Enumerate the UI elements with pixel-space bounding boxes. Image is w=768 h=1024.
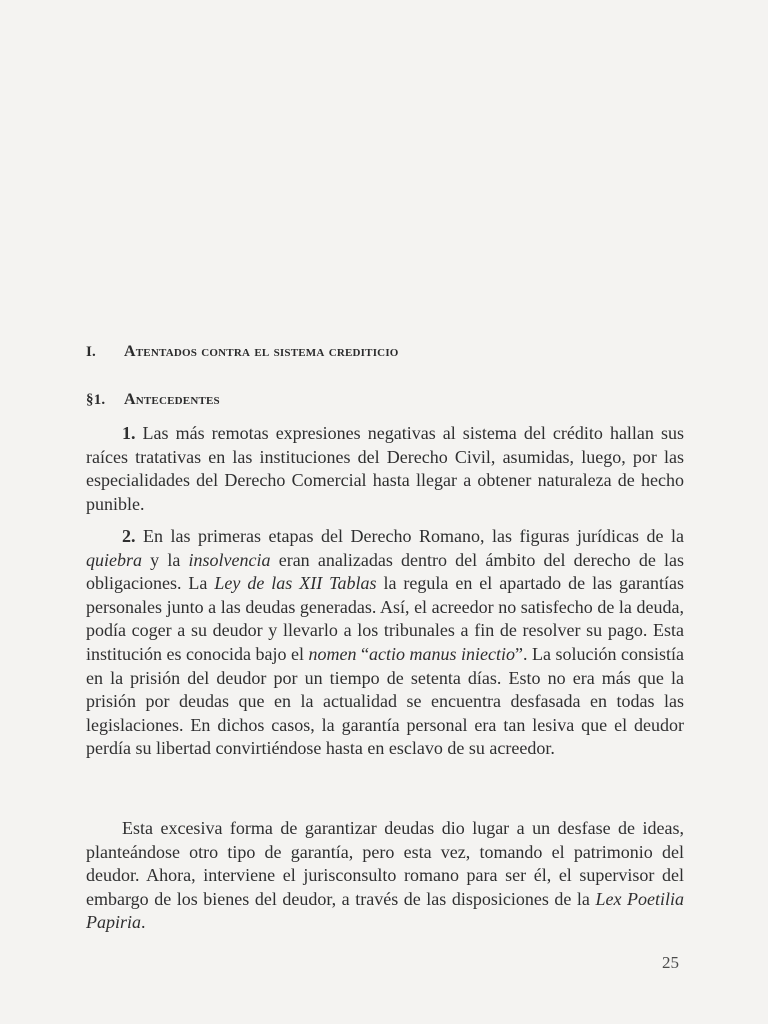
paragraph-2-text-3: eran analizadas dentro del ámbito del derecho de las obligaciones. La <box>86 549 684 594</box>
page-number: 25 <box>662 953 679 972</box>
term-insolvencia: insolvencia <box>188 549 271 570</box>
term-lex-poetilia-papiria: Lex Poetilia Papiria <box>86 888 684 933</box>
term-ley-xii-tablas: Ley de las XII Tablas <box>214 573 377 594</box>
paragraph-2-text-6: ”. La solución consistía en la prisión del deudor por un tiempo de setenta días. Esto no era más que la prisión por deudas que en la actualidad se encuentra desfasada en todas las legislaciones. En dichos casos, la garantía personal era tan lesiva que el deudor perdía su libertad convirtiéndose hasta en esclavo de su acreedor. <box>86 643 684 759</box>
paragraph-1-text: Las más remotas expresiones negativas al sistema del crédito hallan sus raíces tratativas en las instituciones del Derecho Civil, asumidas, luego, por las especialidades del Derecho Comercial hasta llegar a obtener naturaleza de hecho punible. <box>86 423 684 514</box>
paragraph-2-text-2: y la <box>142 549 189 570</box>
paragraph-1-number: 1. <box>122 423 136 443</box>
paragraph-3-text-1: Esta excesiva forma de garantizar deudas dio lugar a un desfase de ideas, planteándose otro tipo de garantía, pero esta vez, tomando el patrimonio del deudor. Ahora, interviene el jurisconsulto romano para ser él, el supervisor del embargo de los bienes del deudor, a través de las disposiciones de la <box>86 818 684 909</box>
section-number: I. <box>86 344 96 360</box>
paragraph-2-text-5: “ <box>356 643 369 664</box>
term-quiebra: quiebra <box>86 549 142 570</box>
subsection-number: §1. <box>86 392 106 408</box>
paragraph-2-number: 2. <box>122 526 136 546</box>
paragraph-2-text-1: En las primeras etapas del Derecho Romano, las figuras jurídicas de la <box>135 526 684 546</box>
term-nomen: nomen <box>308 643 357 664</box>
section-title: Atentados contra el sistema crediticio <box>124 343 399 360</box>
paragraph-3 <box>86 817 684 935</box>
subsection-heading <box>86 391 220 409</box>
subsection-title: Antecedentes <box>124 391 220 408</box>
paragraph-3-text-2: . <box>141 912 146 933</box>
paragraph-2-text-4: la regula en el apartado de las garantías personales junto a las deudas generadas. Así, el acreedor no satisfecho de la deuda, podía coger a su deudor y llevarlo a los tribunales a fin de resolver su pago. Esta institución es conocida bajo el <box>86 573 684 664</box>
term-actio-manus-iniectio: actio manus iniectio <box>369 643 515 664</box>
section-heading <box>86 343 399 361</box>
paragraph-2 <box>86 525 684 761</box>
paragraph-1 <box>86 422 684 516</box>
